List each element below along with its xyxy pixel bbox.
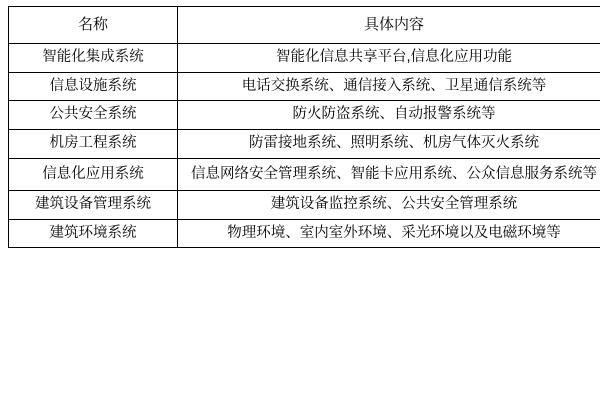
column-header-name xyxy=(9,7,178,44)
row-content-cell xyxy=(178,219,600,248)
row-content-cell xyxy=(178,129,600,158)
row-name-cell xyxy=(9,44,178,73)
row-content-cell xyxy=(178,72,600,101)
row-name-cell xyxy=(9,219,178,248)
row-content-cell xyxy=(178,158,600,191)
table-row xyxy=(9,219,600,248)
row-name-text: 信息设施系统 xyxy=(49,77,137,94)
row-name-cell xyxy=(9,129,178,158)
row-name-cell xyxy=(9,191,178,220)
row-content-text: 防火防盗系统、自动报警系统等 xyxy=(292,106,496,123)
row-name-text: 机房工程系统 xyxy=(49,134,137,151)
table-row xyxy=(9,101,600,130)
column-header-name-text: 名称 xyxy=(77,16,108,33)
row-content-text: 智能化信息共享平台,信息化应用功能 xyxy=(275,49,513,66)
table-row xyxy=(9,158,600,191)
row-content-text: 建筑设备监控系统、公共安全管理系统 xyxy=(270,196,518,213)
row-name-text: 信息化应用系统 xyxy=(42,165,144,182)
row-content-text: 电话交换系统、通信接入系统、卫星通信系统等 xyxy=(241,77,547,94)
row-content-cell xyxy=(178,101,600,130)
intelligent-systems-table xyxy=(8,6,600,248)
row-content-text: 物理环境、室内室外环境、采光环境以及电磁环境等 xyxy=(227,224,561,241)
table-header-row xyxy=(9,7,600,44)
row-name-text: 智能化集成系统 xyxy=(42,49,144,66)
row-name-text: 建筑设备管理系统 xyxy=(35,196,151,213)
row-name-cell xyxy=(9,158,178,191)
row-name-text: 建筑环境系统 xyxy=(49,224,137,241)
table-row xyxy=(9,72,600,101)
table-row xyxy=(9,44,600,73)
table-row xyxy=(9,129,600,158)
column-header-content-text: 具体内容 xyxy=(363,16,424,33)
row-content-text: 防雷接地系统、照明系统、机房气体灭火系统 xyxy=(249,134,539,151)
table-row xyxy=(9,191,600,220)
column-header-content xyxy=(178,7,600,44)
row-content-cell xyxy=(178,191,600,220)
row-name-cell xyxy=(9,72,178,101)
row-name-text: 公共安全系统 xyxy=(49,106,137,123)
table-body xyxy=(9,7,600,248)
row-content-cell xyxy=(178,44,600,73)
row-name-cell xyxy=(9,101,178,130)
row-content-text: 信息网络安全管理系统、智能卡应用系统、公众信息服务系统等 xyxy=(191,165,597,182)
